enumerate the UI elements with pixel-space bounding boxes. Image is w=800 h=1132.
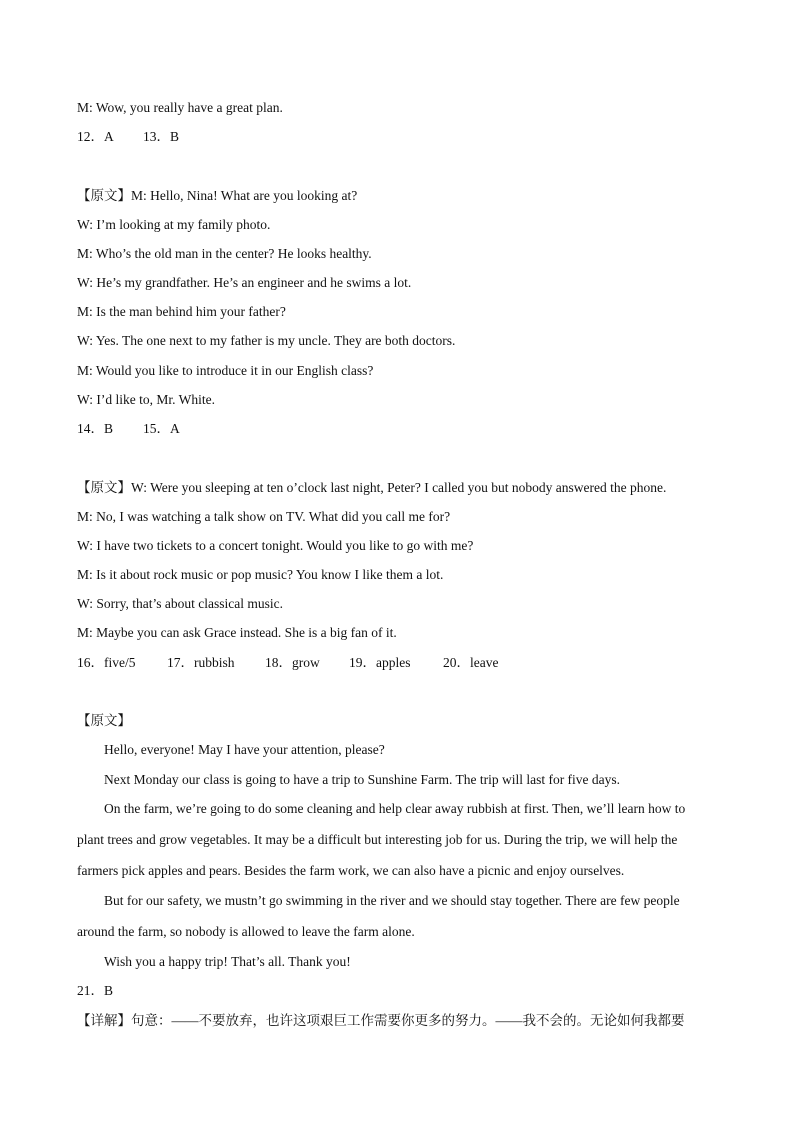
dialogue-line: W: I’m looking at my family photo. (77, 217, 271, 232)
dialogue-line: M: Wow, you really have a great plan. (77, 100, 283, 115)
dialogue-line: M: Is the man behind him your father? (77, 304, 286, 319)
passage-line: Wish you a happy trip! That’s all. Thank you! (104, 954, 351, 969)
dialogue-line: M: Is it about rock music or pop music? You know I like them a lot. (77, 567, 444, 582)
detail-line (77, 1012, 740, 1030)
dialogue-line (77, 187, 740, 205)
passage-line: plant trees and grow vegetables. It may be a difficult but interesting job for us. During the trip, we will help the (77, 832, 678, 847)
dialogue-text: W: Were you sleeping at ten o’clock last night, Peter? I called you but nobody answered the phone. (131, 480, 667, 495)
answer-14: 14．B (77, 421, 114, 436)
dialogue-line: W: He’s my grandfather. He’s an engineer and he swims a lot. (77, 275, 412, 290)
source-tag: 【原文】 (77, 480, 131, 495)
dialogue-text: M: Hello, Nina! What are you looking at? (131, 188, 358, 203)
answer-20: 20．leave (443, 655, 499, 670)
answer-13: 13．B (143, 129, 180, 144)
passage-line: On the farm, we’re going to do some cleaning and help clear away rubbish at first. Then, we’ll learn how to (104, 801, 686, 816)
answer-21: 21．B (77, 983, 114, 998)
passage-line: Hello, everyone! May I have your attention, please? (104, 742, 385, 757)
answer-row-16-20 (77, 654, 740, 672)
source-tag: 【原文】 (77, 713, 131, 728)
passage-line: farmers pick apples and pears. Besides the farm work, we can also have a picnic and enjoy ourselves. (77, 863, 625, 878)
dialogue-line: W: I have two tickets to a concert tonight. Would you like to go with me? (77, 538, 474, 553)
dialogue-line: W: I’d like to, Mr. White. (77, 392, 215, 407)
answer-18: 18．grow (265, 655, 320, 670)
dialogue-line: W: Yes. The one next to my father is my uncle. They are both doctors. (77, 333, 456, 348)
answer-15: 15．A (143, 421, 180, 436)
passage-line: Next Monday our class is going to have a trip to Sunshine Farm. The trip will last for five days. (104, 772, 621, 787)
dialogue-line: M: Who’s the old man in the center? He looks healthy. (77, 246, 372, 261)
dialogue-line: W: Sorry, that’s about classical music. (77, 596, 283, 611)
dialogue-line: M: Would you like to introduce it in our English class? (77, 363, 374, 378)
dialogue-line: M: No, I was watching a talk show on TV. What did you call me for? (77, 509, 451, 524)
answer-row-14-15 (77, 420, 740, 438)
answer-19: 19．apples (349, 655, 411, 670)
dialogue-line (77, 479, 740, 497)
source-tag: 【原文】 (77, 188, 131, 203)
passage-line: But for our safety, we mustn’t go swimming in the river and we should stay together. There are few people (104, 893, 680, 908)
answer-16: 16．five/5 (77, 655, 136, 670)
dialogue-line: M: Maybe you can ask Grace instead. She is a big fan of it. (77, 625, 397, 640)
passage-line: around the farm, so nobody is allowed to leave the farm alone. (77, 924, 415, 939)
answer-12: 12．A (77, 129, 114, 144)
detail-tag: 【详解】 (77, 1013, 131, 1028)
answer-row-12-13 (77, 128, 740, 146)
detail-text: 句意：——不要放弃，也许这项艰巨工作需要你更多的努力。——我不会的。无论如何我都要 (131, 1013, 685, 1028)
answer-17: 17．rubbish (167, 655, 235, 670)
